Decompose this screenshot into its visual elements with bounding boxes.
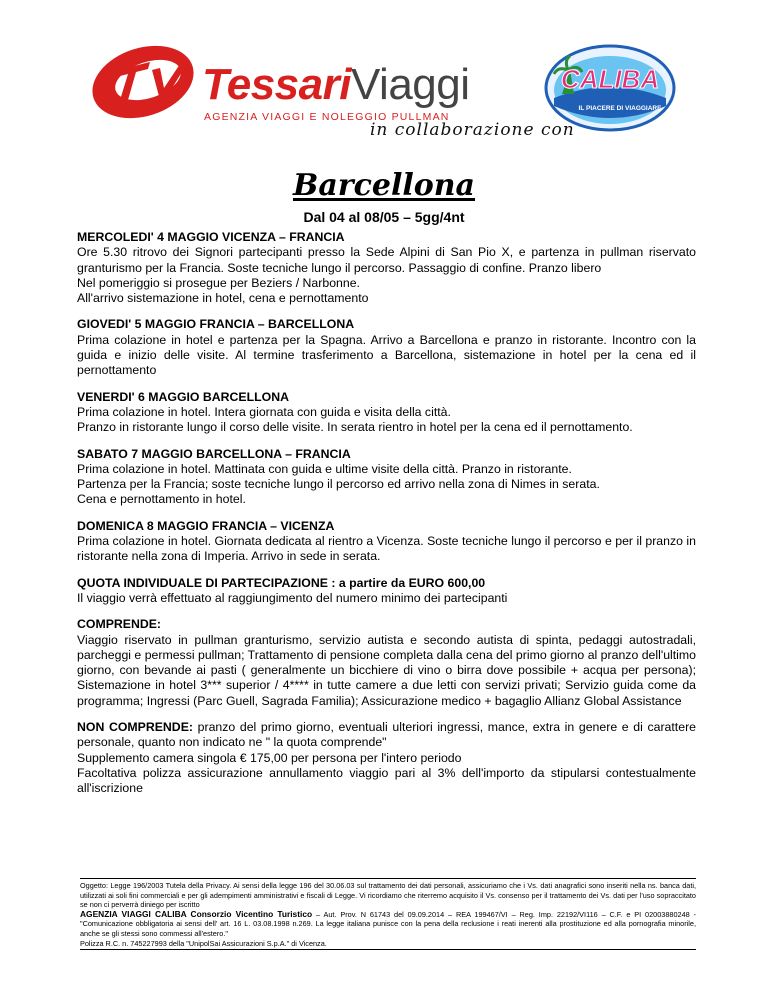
insurance-policy: Polizza R.C. n. 745227993 della "UnipolSai Assicurazioni S.p.A." di Vicenza. <box>80 938 327 948</box>
day-heading: MERCOLEDI' 4 MAGGIO VICENZA – FRANCIA <box>77 230 345 244</box>
agency-name: AGENZIA VIAGGI CALIBA Consorzio Vicentino Turistico <box>80 908 313 919</box>
excludes-text <box>77 720 696 751</box>
excludes-label: NON COMPRENDE: <box>77 720 193 735</box>
day-text: Nel pomeriggio si prosegue per Beziers / Narbonne. <box>77 275 360 290</box>
itinerary-content <box>77 230 696 808</box>
agency-info <box>80 910 696 939</box>
day-text: Prima colazione in hotel e partenza per la Spagna. Arrivo a Barcellona e pranzo in ristorante. Incontro con la guida e inizio delle visite. Al termine trasferimento a Barcellona, sistemazione in hotel per la cena ed il pernottamento <box>77 332 696 378</box>
tessari-logo <box>80 36 500 132</box>
day-text: Prima colazione in hotel. Giornata dedicata al rientro a Vicenza. Soste tecniche lungo il percorso e per il pranzo in ristorante nella zona di Imperia. Arrivo in sede in serata. <box>77 534 696 564</box>
day-text: Pranzo in ristorante lungo il corso delle visite. In serata rientro in hotel per la cena ed il pernottamento. <box>77 420 633 435</box>
includes-heading: COMPRENDE: <box>77 617 162 632</box>
privacy-notice: Oggetto: Legge 196/2003 Tutela della Privacy. Ai sensi della legge 196 del 30.06.03 sul trattamento dei dati personali, assicuriamo che i Vs. dati anagrafici sono inseriti nella ns. banca dati, utilizzati ai soli fini commerciali e per gli adempimenti amministrativi e fiscali di Legge. Vi ricordiamo che riterremo acquisito il Vs. consenso per il trattamento dei Vs. dati per l'uso sopraccitato se non ci perverrà diniego per iscritto <box>80 881 696 910</box>
includes-text: Viaggio riservato in pullman granturismo, servizio autista e secondo autista di spinta, pedaggi autostradali, parcheggi e permessi pullman; Trattamento di pensione completa dalla cena del primo giorno al pranzo dell'ultimo giorno, con bevande ai pasti ( generalmente un bicchiere di vino o birra dove possibile + acqua per persona); Sistemazione in hotel 3*** superior / 4**** in tutte camere a due letti con servizi privati; Servizio guida come da programma; Ingressi (Parc Guell, Sagrada Familia); Assicurazione medico + bagaglio Allianz Global Assistance <box>77 632 696 708</box>
day-heading: SABATO 7 MAGGIO BARCELLONA – FRANCIA <box>77 446 351 461</box>
day-heading: DOMENICA 8 MAGGIO FRANCIA – VICENZA <box>77 518 335 533</box>
single-room-supplement: Supplemento camera singola € 175,00 per persona per l'intero periodo <box>77 750 462 765</box>
day-heading: GIOVEDI' 5 MAGGIO FRANCIA – BARCELLONA <box>77 317 355 332</box>
tessari-logo-tagline: AGENZIA VIAGGI E NOLEGGIO PULLMAN <box>204 111 450 123</box>
caliba-logo-text: CALIBA <box>560 64 660 94</box>
day-text: Prima colazione in hotel. Intera giornata con guida e visita della città. <box>77 404 451 419</box>
legal-footer <box>80 878 696 950</box>
day-section <box>77 230 696 306</box>
collaboration-text: in collaborazione con <box>370 120 575 140</box>
day-section <box>77 390 696 436</box>
excludes-section <box>77 720 696 796</box>
price-note: Il viaggio verrà effettuato al raggiungimento del numero minimo dei partecipanti <box>77 590 508 605</box>
price-section <box>77 576 696 607</box>
insurance-note: Facoltativa polizza assicurazione annullamento viaggio pari al 3% dell'importo da stipularsi contestualmente all'iscrizione <box>77 765 696 796</box>
day-text: Ore 5.30 ritrovo dei Signori partecipanti presso la Sede Alpini di San Pio X, e partenza in pullman riservato granturismo per la Francia. Soste tecniche lungo il percorso. Passaggio di confine. Pranzo libero <box>77 245 696 275</box>
tessari-logo-text: TessariViaggi <box>202 60 470 109</box>
includes-section <box>77 617 696 709</box>
page-title: Barcellona <box>292 168 475 203</box>
caliba-logo-slogan: IL PIACERE DI VIAGGIARE <box>578 105 662 112</box>
day-text: Cena e pernottamento in hotel. <box>77 492 246 507</box>
excludes-body: pranzo del primo giorno, eventuali ulteriori ingressi, mance, extra in genere e di carattere personale, quanto non indicato ne " la quota comprende" <box>77 720 696 750</box>
day-heading: VENERDI' 6 MAGGIO BARCELLONA <box>77 389 289 404</box>
day-section <box>77 317 696 378</box>
price-heading: QUOTA INDIVIDUALE DI PARTECIPAZIONE : a partire da EURO 600,00 <box>77 575 486 590</box>
day-section <box>77 447 696 508</box>
day-text: All'arrivo sistemazione in hotel, cena e pernottamento <box>77 291 369 306</box>
trip-dates: Dal 04 al 08/05 – 5gg/4nt <box>303 209 465 225</box>
day-text: Partenza per la Francia; soste tecniche lungo il percorso ed arrivo nella zona di Nimes in serata. <box>77 477 600 492</box>
day-section <box>77 519 696 565</box>
agency-details: – Aut. Prov. N 61743 del 09.09.2014 – REA 199467/VI – Reg. Imp. 22192/VI116 – C.F. e PI 02003880248 - "Comunicazione obbligatoria ai sensi dell' art. 16 L. 03.08.1998 n.269. La legge italiana punisce con la pena della reclusione i reati inerenti alla prostituzione ed alla pornografia minorile, anche se gli stessi sono commessi all'estero." <box>80 909 696 938</box>
tessari-logo-mark <box>88 42 208 120</box>
day-text: Prima colazione in hotel. Mattinata con guida e ultime visite della città. Pranzo in ristorante. <box>77 461 572 476</box>
